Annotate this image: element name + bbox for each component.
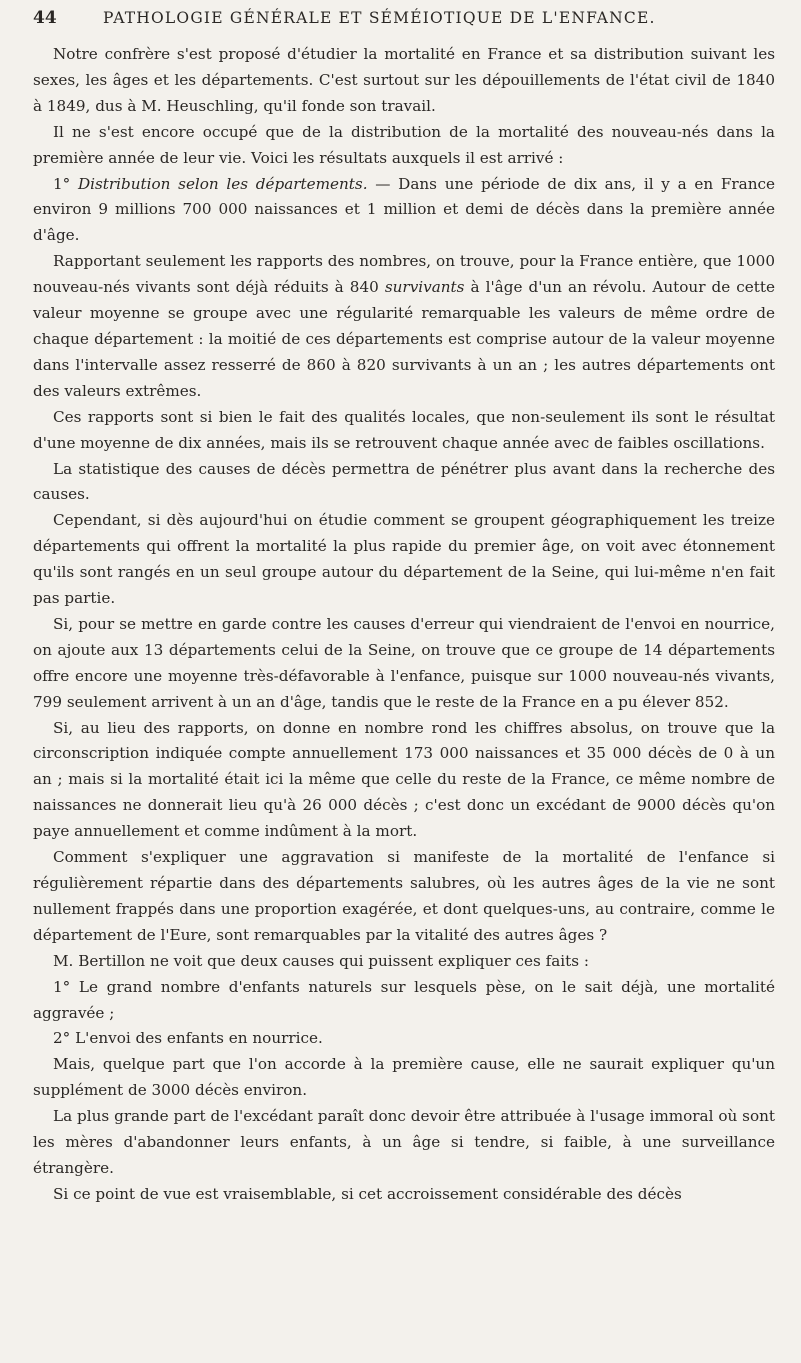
paragraph-intro: Notre confrère s'est proposé d'étudier la mortalité en France et sa distribution suivant les sexes, les âges et les départements. C'est surtout sur les dépouillements de l'état civil de 1840 à 1849, dus à M. Heuschling, qu'il fonde son travail.: [33, 45, 775, 115]
distribution-text: — Dans une période de dix ans, il y a en France environ 9 millions 700 000 naissances et 1 million et demi de décès dans la première année d'âge.: [33, 174, 775, 245]
paragraph-conclusion: Si ce point de vue est vraisemblable, si cet accroissement considérable des décès: [53, 1184, 682, 1203]
ratios-text-start: Rapportant seulement les rapports des nombres, on trouve, pour la France entière, que 1000 nouveau-nés vivants sont déjà réduits à 840: [33, 252, 775, 297]
paragraph-two-causes: M. Bertillon ne voit que deux causes qui puissent expliquer ces faits :: [53, 951, 589, 970]
page-number: 44: [33, 8, 57, 28]
paragraph-immoral-usage: La plus grande part de l'excédant paraît donc devoir être attribuée à l'usage immoral où sont les mères d'abandonner leurs enfants, à un âge si tendre, si faible, à une surveillance étrangère.: [33, 1107, 775, 1177]
paragraph-absolute-numbers: Si, au lieu des rapports, on donne en nombre rond les chiffres absolus, on trouve que la circonscription indiquée compte annuellement 173 000 naissances et 35 000 décès de 0 à un an ; mais si la mortalité était ici la même que celle du reste de la France, ce même nombre de naissances ne donnerait lieu qu'à 26 000 décès ; c'est donc un excédant de 9000 décès qu'on paye annuellement et comme indûment à la mort.: [33, 718, 775, 841]
ratios-text-end: à l'âge d'un an révolu. Autour de cette valeur moyenne se groupe avec une régularité remarquable les valeurs de même ordre de chaque département : la moitié de ces départements est comprise autour de la valeur moyenne dans l'intervalle assez resserré de 860 à 820 survivants à un an ; les autres départements ont des valeurs extrêmes.: [33, 278, 775, 400]
body-text: [33, 42, 775, 1208]
paragraph-ratios: [33, 249, 775, 404]
paragraph-newborns: Il ne s'est encore occupé que de la distribution de la mortalité des nouveau-nés dans la première année de leur vie. Voici les résultats auxquels il est arrivé :: [33, 122, 775, 167]
paragraph-seine: Si, pour se mettre en garde contre les causes d'erreur qui viendraient de l'envoi en nourrice, on ajoute aux 13 départements celui de la Seine, on trouve que ce groupe de 14 départements offre encore une moyenne très-défavorable à l'enfance, puisque sur 1000 nouveau-nés vivants, 799 seulement arrivent à un an d'âge, tandis que le reste de la France en a pu élever 852.: [33, 614, 775, 711]
cause-wet-nursing: 2° L'envoi des enfants en nourrice.: [53, 1029, 323, 1048]
paragraph-first-cause: Mais, quelque part que l'on accorde à la première cause, elle ne saurait expliquer qu'un supplément de 3000 décès environ.: [33, 1055, 775, 1100]
cause-natural-children: 1° Le grand nombre d'enfants naturels sur lesquels pèse, on le sait déjà, une mortalité aggravée ;: [33, 977, 775, 1022]
distribution-heading: Distribution selon les départements.: [77, 174, 368, 193]
distribution-number: 1°: [53, 174, 78, 193]
paragraph-statistics: La statistique des causes de décès permettra de pénétrer plus avant dans la recherche des causes.: [33, 459, 775, 504]
paragraph-distribution: [33, 172, 775, 250]
paragraph-aggravation-question: Comment s'expliquer une aggravation si manifeste de la mortalité de l'enfance si régulièrement répartie dans des départements salubres, où les autres âges de la vie ne sont nullement frappés dans une proportion exagérée, et dont quelques-uns, au contraire, comme le département de l'Eure, sont remarquables par la vitalité des autres âges ?: [33, 848, 775, 944]
running-title: PATHOLOGIE GÉNÉRALE ET SÉMÉIOTIQUE DE L'ENFANCE.: [103, 9, 656, 27]
page-header: [33, 8, 775, 36]
ratios-emphasis: survivants: [384, 278, 465, 297]
paragraph-thirteen-departments: Cependant, si dès aujourd'hui on étudie comment se groupent géographiquement les treize départements qui offrent la mortalité la plus rapide du premier âge, on voit avec étonnement qu'ils sont rangés en un seul groupe autour du département de la Seine, qui lui-même n'en fait pas partie.: [33, 511, 775, 608]
paragraph-local-qualities: Ces rapports sont si bien le fait des qualités locales, que non-seulement ils sont le résultat d'une moyenne de dix années, mais ils se retrouvent chaque année avec de faibles oscillations.: [33, 407, 775, 452]
